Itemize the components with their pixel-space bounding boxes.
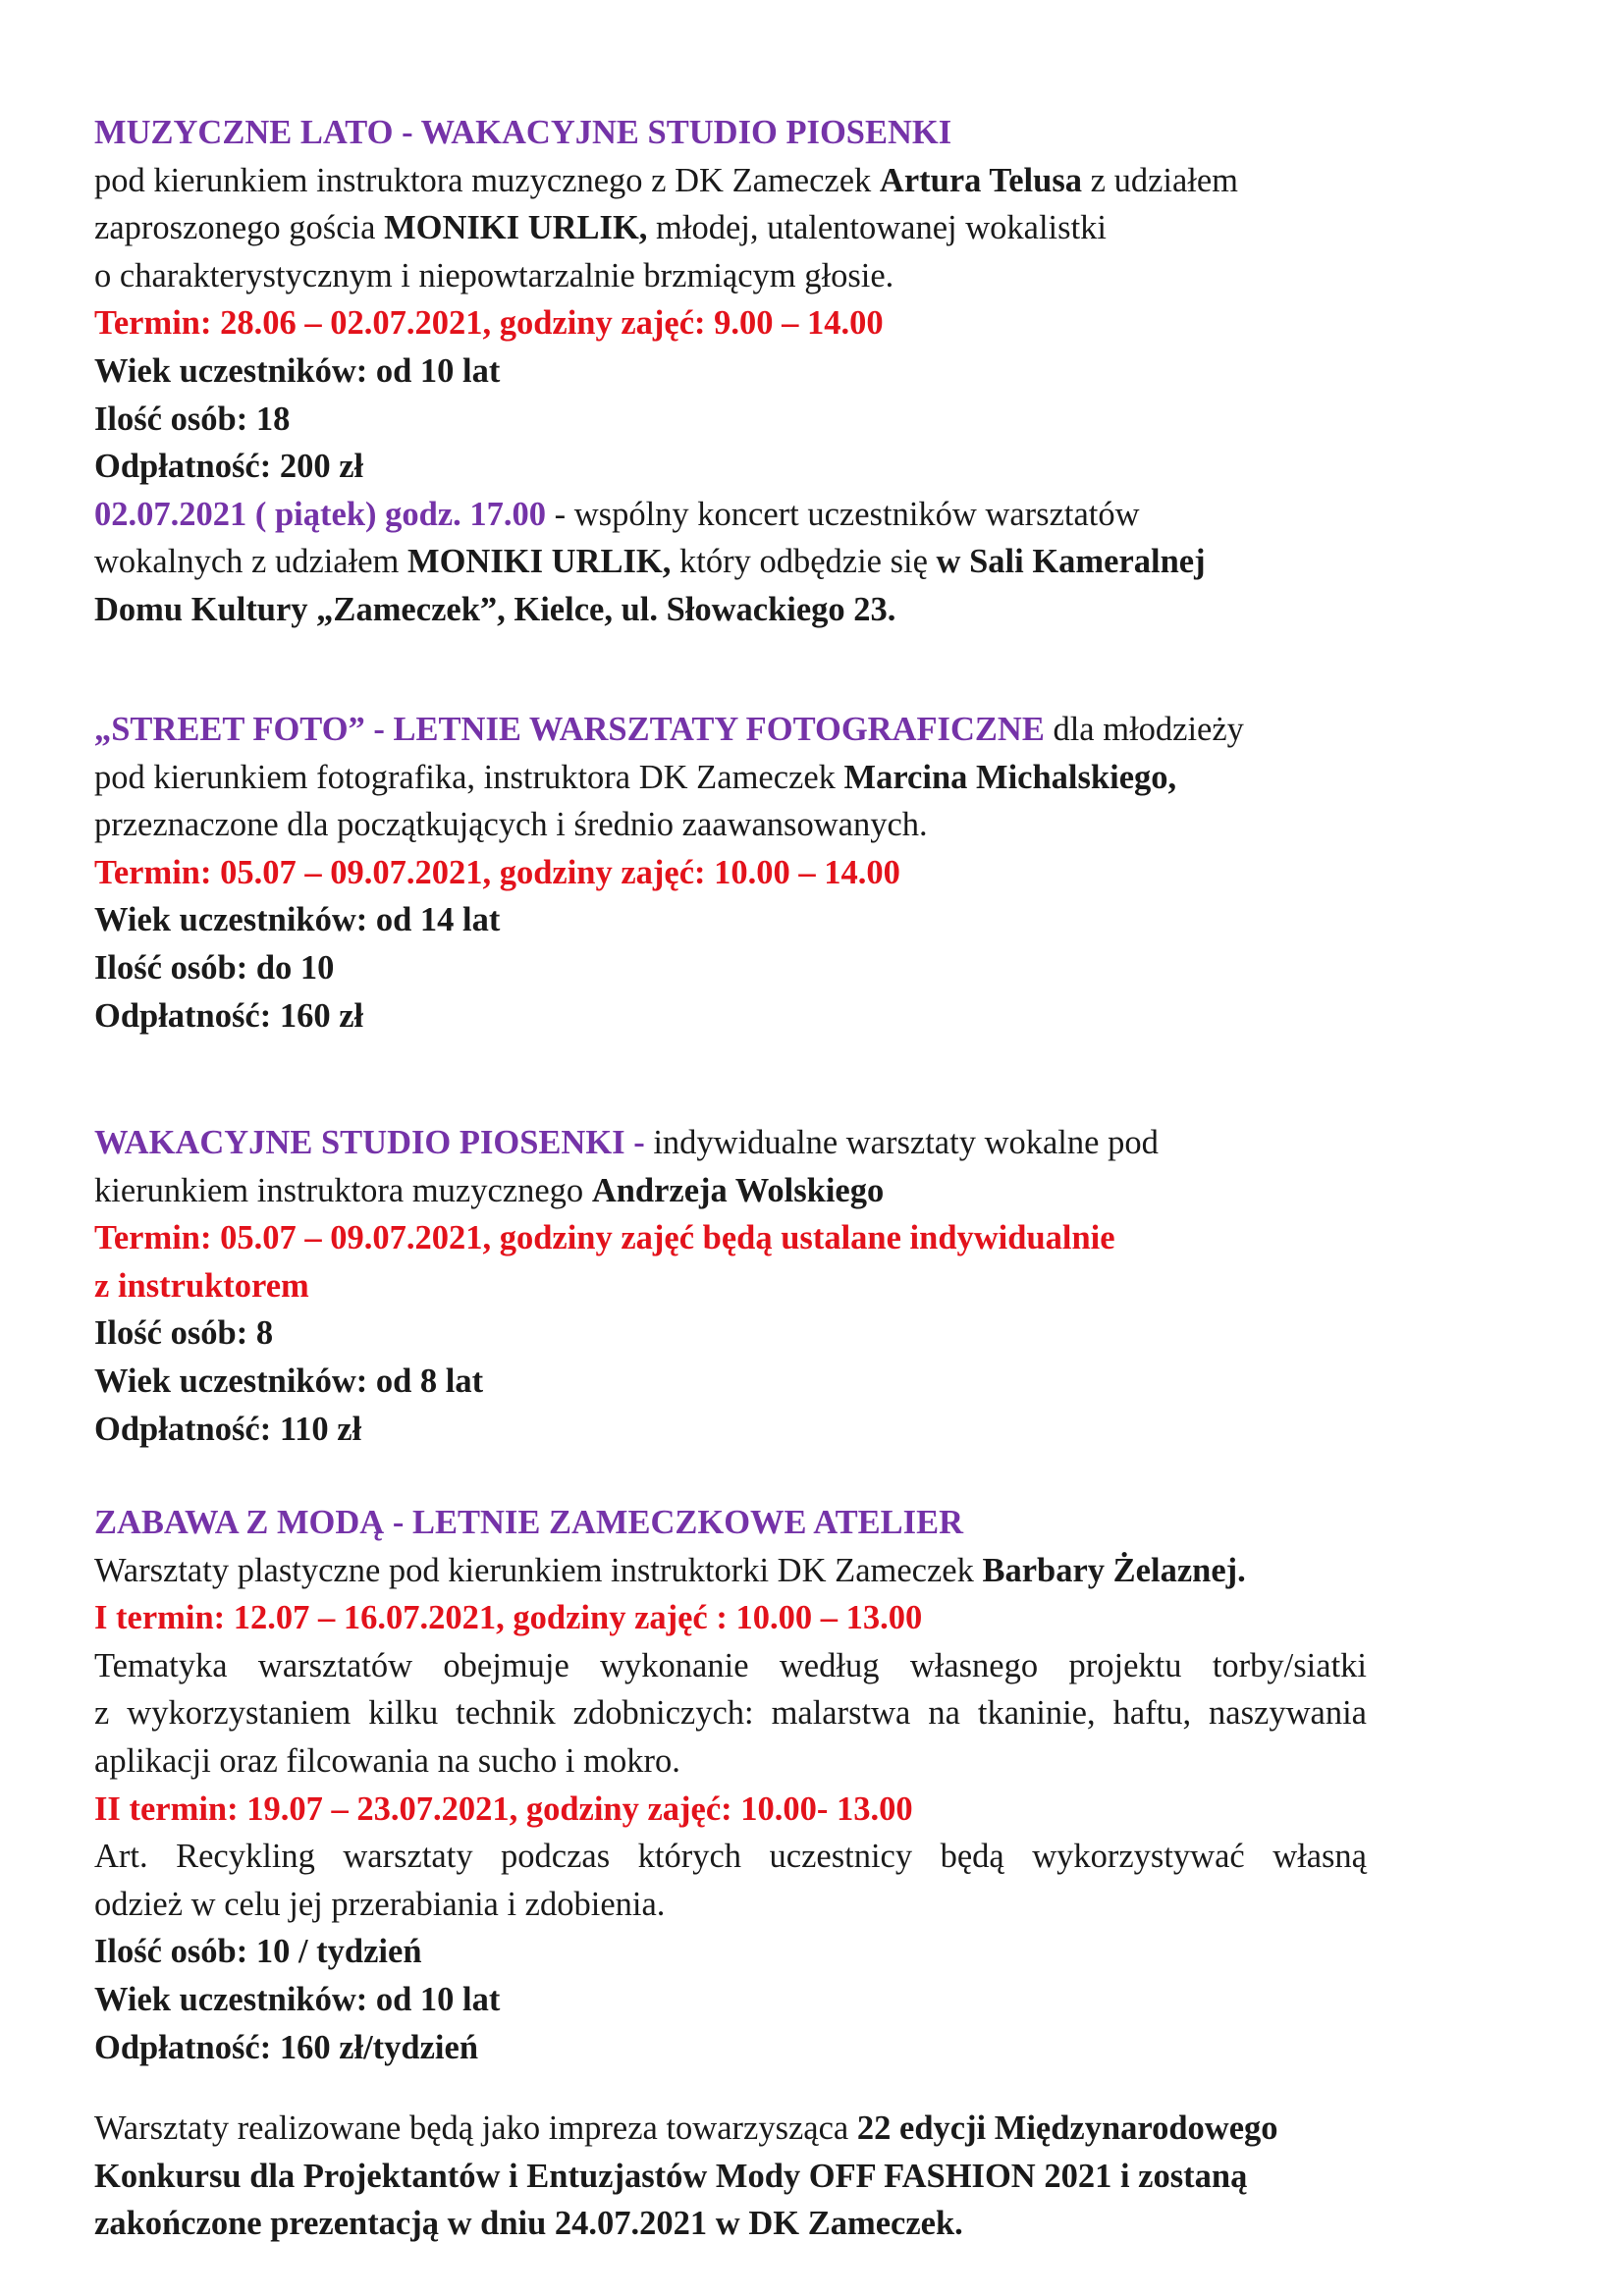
term-2-description: Art. Recykling warsztaty podczas których uczestnicy będą wykorzystywać własną	[94, 1838, 1367, 1876]
section-title: MUZYCZNE LATO - WAKACYJNE STUDIO PIOSENKI	[94, 114, 952, 151]
concert-details: wokalnych z udziałem MONIKI URLIK, który odbędzie się w Sali Kameralnej	[94, 543, 1206, 581]
term-line: Termin: 05.07 – 09.07.2021, godziny zajęć będą ustalane indywidualnie	[94, 1219, 1115, 1257]
fee-line: Odpłatność: 110 zł	[94, 1410, 362, 1448]
section-street-foto	[94, 706, 1371, 1040]
footer-line: Warsztaty realizowane będą jako impreza towarzysząca 22 edycji Międzynarodowego	[94, 2109, 1278, 2147]
age-line: Wiek uczestników: od 10 lat	[94, 1980, 501, 2018]
audience-line: przeznaczone dla początkujących i średnio zaawansowanych.	[94, 806, 928, 844]
guest-line: zaproszonego gościa MONIKI URLIK, młodej, utalentowanej wokalistki	[94, 209, 1107, 247]
footer-line: Konkursu dla Projektantów i Entuzjastów Mody OFF FASHION 2021 i zostaną	[94, 2157, 1248, 2195]
age-line: Wiek uczestników: od 10 lat	[94, 351, 501, 390]
fee-line: Odpłatność: 160 zł/tydzień	[94, 2028, 479, 2066]
instructor-line: pod kierunkiem fotografika, instruktora DK Zameczek Marcina Michalskiego,	[94, 758, 1177, 796]
section-muzyczne-lato	[94, 109, 1371, 634]
age-line: Wiek uczestników: od 14 lat	[94, 901, 501, 939]
fee-line: Odpłatność: 160 zł	[94, 996, 364, 1035]
section-title: ZABAWA Z MODĄ - LETNIE ZAMECZKOWE ATELIER	[94, 1504, 964, 1541]
instructor-line: pod kierunkiem instruktora muzycznego z DK Zameczek Artura Telusa z udziałem	[94, 161, 1239, 199]
concert-line: 02.07.2021 ( piątek) godz. 17.00 - wspólny koncert uczestników warsztatów	[94, 495, 1140, 533]
fee-line: Odpłatność: 200 zł	[94, 448, 364, 486]
term-1-description: z wykorzystaniem kilku technik zdobniczych: malarstwa na tkaninie, haftu, naszywania	[94, 1694, 1367, 1733]
term-2-line: II termin: 19.07 – 23.07.2021, godziny zajęć: 10.00- 13.00	[94, 1789, 913, 1828]
term-1-line: I termin: 12.07 – 16.07.2021, godziny zajęć : 10.00 – 13.00	[94, 1599, 923, 1637]
term-1-description: aplikacji oraz filcowania na sucho i mokro.	[94, 1741, 680, 1780]
section-title: WAKACYJNE STUDIO PIOSENKI - indywidualne warsztaty wokalne pod	[94, 1124, 1159, 1161]
term-line-continued: z instruktorem	[94, 1266, 309, 1305]
term-line: Termin: 28.06 – 02.07.2021, godziny zajęć: 9.00 – 14.00	[94, 304, 884, 343]
term-2-description: odzież w celu jej przerabiania i zdobienia.	[94, 1885, 666, 1923]
section-studio-piosenki	[94, 1119, 1371, 1453]
instructor-line: Warsztaty plastyczne pod kierunkiem instruktorki DK Zameczek Barbary Żelaznej.	[94, 1551, 1246, 1589]
footer-note	[94, 2105, 1371, 2248]
term-1-description: Tematyka warsztatów obejmuje wykonanie według własnego projektu torby/siatki	[94, 1646, 1367, 1684]
section-title: „STREET FOTO” - LETNIE WARSZTATY FOTOGRAFICZNE dla młodzieży	[94, 711, 1244, 748]
term-line: Termin: 05.07 – 09.07.2021, godziny zajęć: 10.00 – 14.00	[94, 853, 900, 891]
count-line: Ilość osób: 18	[94, 400, 291, 438]
count-line: Ilość osób: 10 / tydzień	[94, 1933, 422, 1971]
count-line: Ilość osób: 8	[94, 1314, 274, 1353]
count-line: Ilość osób: do 10	[94, 948, 335, 987]
instructor-line: kierunkiem instruktora muzycznego Andrzeja Wolskiego	[94, 1171, 885, 1209]
concert-venue: Domu Kultury „Zameczek”, Kielce, ul. Słowackiego 23.	[94, 590, 896, 628]
guest-description: o charakterystycznym i niepowtarzalnie brzmiącym głosie.	[94, 256, 894, 294]
section-zabawa-z-moda	[94, 1499, 1371, 2071]
age-line: Wiek uczestników: od 8 lat	[94, 1362, 484, 1400]
footer-line: zakończone prezentacją w dniu 24.07.2021 w DK Zameczek.	[94, 2205, 963, 2243]
